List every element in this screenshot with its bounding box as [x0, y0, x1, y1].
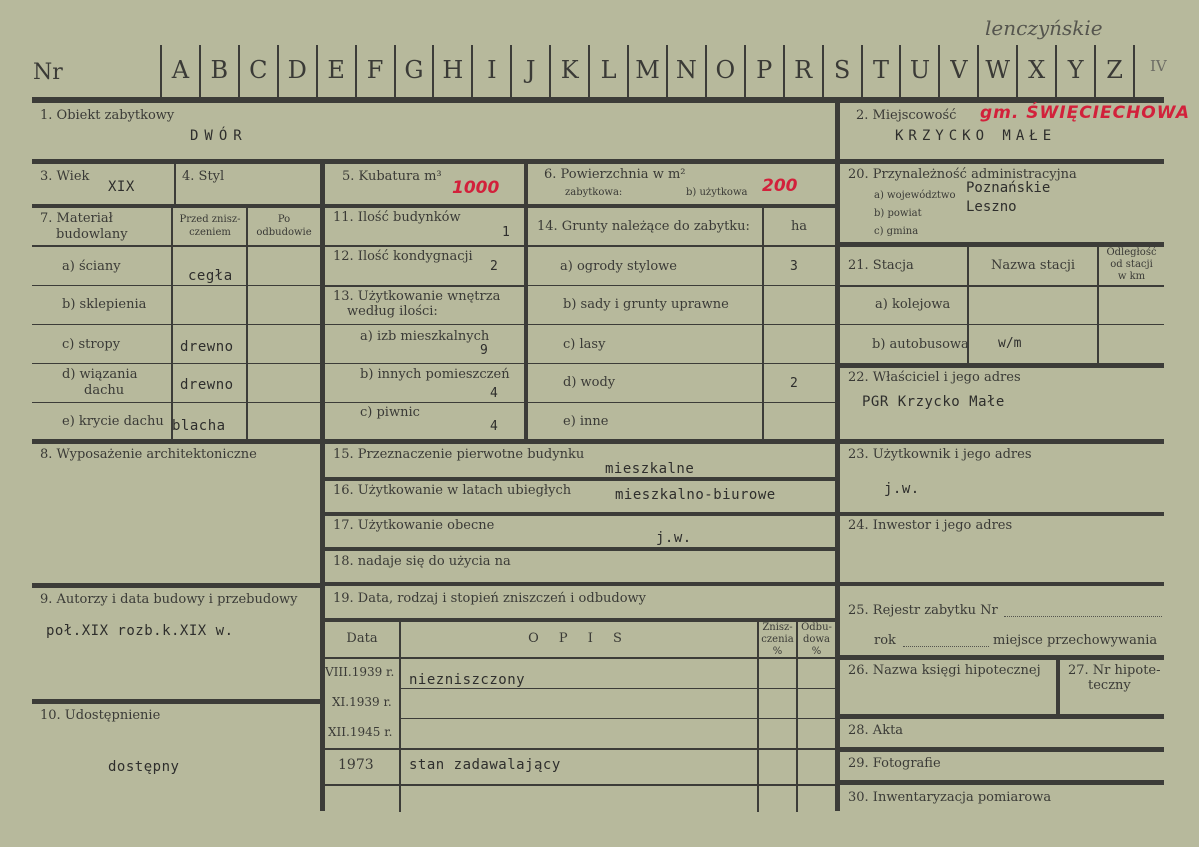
letter-f: F [366, 56, 384, 84]
rule-under-f11 [325, 245, 525, 247]
f7-row-b-label: b) sklepienia [62, 297, 147, 312]
f7-row-d-label-1: d) wiązania [62, 367, 138, 382]
f21-col-dist-3: w km [1117, 271, 1146, 282]
f19-col-data: Data [346, 631, 378, 646]
letter-divider [1133, 45, 1135, 97]
f2-label: 2. Miejscowość [856, 108, 957, 123]
f7-row-rule [32, 363, 320, 364]
f28-label: 28. Akta [848, 723, 904, 738]
f21-a-label: a) kolejowa [875, 297, 951, 312]
letter-z: Z [1106, 56, 1123, 84]
letter-k: K [560, 56, 579, 84]
f5-label: 5. Kubatura m³ [342, 169, 442, 184]
f7-row-e-label: e) krycie dachu [62, 414, 164, 429]
f14-row-rule [528, 363, 835, 364]
rule-under-f29 [840, 780, 1164, 785]
f27-label-1: 27. Nr hipote- [1068, 663, 1161, 678]
f7-col-after-2: odbudowie [256, 227, 312, 238]
f7-row-d-label-2: dachu [84, 383, 125, 398]
f20-label: 20. Przynależność administracyjna [848, 167, 1077, 182]
letter-r: R [794, 56, 813, 84]
f19-col-odbu-1: Odbu- [801, 622, 832, 633]
f14-row-c-label: c) lasy [563, 337, 606, 352]
f7-row-e-value: blacha [172, 418, 226, 434]
rule-under-f28 [840, 747, 1164, 752]
f19-label: 19. Data, rodzaj i stopień zniszczeń i odbudowy [333, 591, 647, 606]
f19-row-4-desc: stan zadawalający [409, 757, 561, 773]
f1-label: 1. Obiekt zabytkowy [40, 108, 175, 123]
f15-label: 15. Przeznaczenie pierwotne budynku [333, 447, 585, 462]
f19-row-1-desc: niezniszczony [409, 672, 526, 688]
f3-value: XIX [108, 179, 135, 195]
f7-header-rule [32, 245, 320, 247]
letter-i: I [487, 56, 497, 84]
f6-handwritten-value: 200 [762, 176, 798, 196]
letter-p: P [756, 56, 773, 84]
rule-under-f15 [325, 477, 835, 481]
letter-b: B [210, 56, 229, 84]
f11-value: 1 [502, 225, 510, 240]
f20-a-value: Poznańskie [966, 180, 1051, 196]
f2-value: KRZYCKO MAŁE [895, 128, 1057, 144]
f7-label-1: 7. Materiał [40, 211, 113, 226]
letter-s: S [833, 56, 851, 84]
f7-col-after-1: Po [277, 214, 291, 225]
f7-col-before-2: czeniem [189, 227, 231, 238]
f20-b-value: Leszno [966, 199, 1017, 215]
f19-col-znisz-1: Znisz- [762, 622, 793, 633]
f16-label: 16. Użytkowanie w latach ubiegłych [333, 483, 572, 498]
f14-row-rule [528, 402, 835, 403]
f7-row-a-label: a) ściany [62, 259, 121, 274]
letter-d: D [287, 56, 307, 84]
letter-x: X [1028, 56, 1046, 84]
f21-col-name: Nazwa stacji [990, 258, 1076, 273]
f6-sub-b: b) użytkowa [686, 187, 748, 198]
letter-o: O [715, 56, 736, 84]
f9-label: 9. Autorzy i data budowy i przebudowy [40, 592, 298, 607]
rule-under-f23 [840, 512, 1164, 516]
letter-a: A [171, 56, 190, 84]
f19-row-rule [325, 748, 835, 750]
f23-value: j.w. [884, 481, 920, 497]
f7-row-a-value: cegła [188, 268, 233, 284]
f21-b-value: w/m [998, 336, 1022, 351]
divider-left-middle [320, 164, 325, 811]
f7-label-2: budowlany [56, 227, 128, 242]
letter-l: L [600, 56, 617, 84]
rule-under-f8 [32, 583, 320, 588]
f10-label: 10. Udostępnienie [40, 708, 161, 723]
f7-row-d-value: drewno [180, 377, 234, 393]
f23-label: 23. Użytkownik i jego adres [848, 447, 1032, 462]
f25-rok-fill-line [903, 646, 989, 647]
f15-value: mieszkalne [605, 461, 695, 477]
nr-label: Nr [33, 60, 63, 85]
letter-v: V [950, 56, 968, 84]
rule-under-f2 [840, 159, 1164, 164]
rule-under-f17 [325, 547, 835, 551]
letter-m: M [635, 56, 660, 84]
f1-value: DWÓR [190, 128, 248, 144]
f19-row-rule [401, 718, 835, 719]
f13-a-label: a) izb mieszkalnych [360, 329, 490, 344]
f21-header-rule [840, 285, 1164, 287]
f26-label: 26. Nazwa księgi hipotecznej [848, 663, 1041, 678]
f14-unit: ha [790, 219, 808, 234]
rule-under-f18 [325, 582, 835, 586]
f7-row-rule [32, 285, 320, 286]
f25-fill-line [1004, 616, 1162, 617]
f30-label: 30. Inwentaryzacja pomiarowa [848, 790, 1052, 805]
f13-label-2: według ilości: [347, 304, 438, 319]
f24-label: 24. Inwestor i jego adres [848, 518, 1013, 533]
letter-j: J [525, 56, 536, 84]
f7-row-c-value: drewno [180, 339, 234, 355]
f26-f27-divider [1056, 660, 1060, 716]
rule-under-f21 [840, 363, 1164, 368]
rule-under-f16 [325, 512, 835, 516]
f29-label: 29. Fotografie [848, 756, 941, 771]
letter-c: C [249, 56, 268, 84]
f14-row-a-label: a) ogrody stylowe [560, 259, 677, 274]
f7-col-before-1: Przed znisz- [179, 214, 241, 225]
f21-b-label: b) autobusowa [872, 337, 969, 352]
f19-col-odbu-3: % [811, 646, 822, 657]
f7-row-c-label: c) stropy [62, 337, 121, 352]
f25-label: 25. Rejestr zabytku Nr [848, 603, 998, 618]
f19-row-2-date: XI.1939 r. [332, 695, 392, 709]
f17-value: j.w. [656, 530, 692, 546]
f13-label-1: 13. Użytkowanie wnętrza [333, 289, 501, 304]
letter-y: Y [1067, 56, 1084, 84]
f13-c-label: c) piwnic [360, 405, 420, 420]
f6-label: 6. Powierzchnia w m² [544, 167, 686, 182]
f20-b-label: b) powiat [874, 208, 922, 219]
rule-under-f26 [840, 714, 1164, 719]
letter-h: H [442, 56, 464, 84]
rule-under-f9 [32, 699, 320, 704]
f20-a-label: a) województwo [874, 190, 956, 201]
rule-under-f1 [32, 159, 835, 164]
f17-label: 17. Użytkowanie obecne [333, 518, 495, 533]
f25-rok: rok [874, 633, 896, 648]
f19-header-rule [325, 657, 835, 659]
f4-label: 4. Styl [182, 169, 225, 184]
f21-col-dist-2: od stacji [1110, 259, 1153, 270]
corner-mark: IV [1150, 57, 1167, 75]
f19-col-opis: O P I S [528, 631, 630, 646]
f5-handwritten-value: 1000 [452, 178, 500, 198]
f14-row-rule [528, 324, 835, 325]
rule-under-f24 [840, 582, 1164, 586]
f13-row-rule [325, 402, 525, 403]
f16-value: mieszkalno-biurowe [615, 487, 776, 503]
divider-f3-f4 [174, 164, 176, 206]
f14-row-d-label: d) wody [563, 375, 616, 390]
f14-row-rule [528, 285, 835, 286]
f14-row-a-value: 3 [790, 259, 798, 274]
f19-col-odbu-2: dowa [803, 634, 830, 645]
letter-g: G [404, 56, 424, 84]
letter-w: W [985, 56, 1011, 84]
f14-row-d-value: 2 [790, 376, 798, 391]
f14-header-rule [528, 245, 835, 247]
rule-under-f25 [840, 655, 1164, 660]
rule-under-f3 [32, 204, 320, 208]
f12-label: 12. Ilość kondygnacji [333, 249, 473, 264]
f20-c-label: c) gmina [874, 226, 919, 237]
f6-sub-a: zabytkowa: [565, 187, 623, 198]
f19-row-4-date: 1973 [338, 757, 374, 773]
f13-a-value: 9 [480, 343, 488, 358]
handwritten-voivodeship-note: lenczyńskie [985, 16, 1103, 40]
rule-under-f7 [32, 439, 1164, 444]
f18-label: 18. nadaje się do użycia na [333, 554, 511, 569]
f2-handwritten-commune: gm. ŚWIĘCIECHOWA [980, 103, 1191, 123]
letter-t: T [873, 56, 890, 84]
f19-row-rule [325, 784, 835, 786]
letter-e: E [327, 56, 345, 84]
divider-middle-right [835, 103, 840, 811]
f12-value: 2 [490, 259, 498, 274]
f19-row-rule [401, 688, 835, 689]
f19-row-1-date: VIII.1939 r. [325, 665, 395, 679]
f3-label: 3. Wiek [40, 169, 90, 184]
f27-label-2: teczny [1088, 678, 1131, 693]
f13-c-value: 4 [490, 419, 498, 434]
f19-col-znisz-2: czenia [761, 634, 794, 645]
f19-row-3-date: XII.1945 r. [328, 725, 393, 739]
f13-b-label: b) innych pomieszczeń [360, 367, 510, 382]
f13-row-rule [325, 363, 525, 364]
f11-label: 11. Ilość budynków [333, 210, 461, 225]
f7-row-rule [32, 402, 320, 403]
f22-value: PGR Krzycko Małe [862, 394, 1005, 410]
f19-col-znisz-3: % [772, 646, 783, 657]
f10-value: dostępny [108, 759, 180, 775]
f21-row-rule [840, 324, 1164, 325]
f7-row-rule [32, 324, 320, 325]
letter-u: U [909, 56, 931, 84]
f8-label: 8. Wyposażenie architektoniczne [40, 447, 257, 462]
f14-row-b-label: b) sady i grunty uprawne [563, 297, 729, 312]
f14-row-e-label: e) inne [563, 414, 609, 429]
f25-miejsce: miejsce przechowywania [993, 633, 1158, 648]
f22-label: 22. Właściciel i jego adres [848, 370, 1021, 385]
rule-under-f12 [325, 285, 525, 287]
f13-b-value: 4 [490, 386, 498, 401]
f13-row-rule [325, 324, 525, 325]
rule-under-f5 [325, 204, 835, 208]
f21-label: 21. Stacja [848, 258, 914, 273]
f9-value: poł.XIX rozb.k.XIX w. [46, 623, 234, 639]
f14-label: 14. Grunty należące do zabytku: [537, 219, 750, 234]
f21-col-dist-1: Odległość [1106, 247, 1157, 258]
letter-n: N [675, 56, 697, 84]
